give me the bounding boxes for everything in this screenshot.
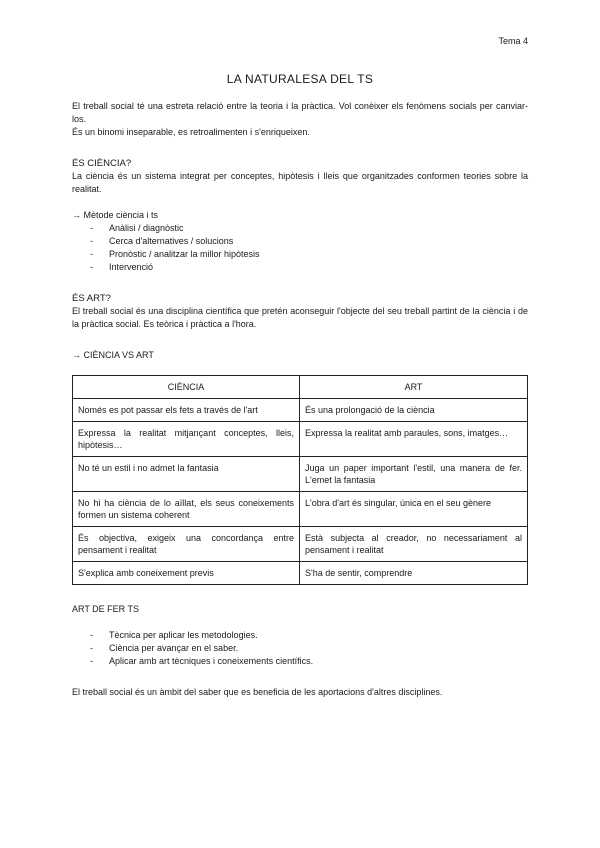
- section-heading-art-de-fer: ART DE FER TS: [72, 604, 140, 614]
- method-title: → Mètode ciència i ts: [72, 210, 159, 220]
- table-row: [73, 562, 528, 585]
- page-title: LA NATURALESA DEL TS: [226, 72, 374, 86]
- table-cell: No hi ha ciència de lo aïllat, els seus coneixements formen un sistema coherent: [73, 492, 300, 527]
- table-cell: Només es pot passar els fets a través de l'art: [73, 399, 300, 422]
- table-cell: Està subjecta al creador, no necessariament al pensament i realitat: [300, 527, 528, 562]
- section-heading-art: ÉS ART?: [72, 293, 111, 304]
- table-row: [73, 399, 528, 422]
- method-list: [72, 222, 528, 274]
- document-body: [72, 100, 528, 699]
- table-cell: És objectiva, exigeix una concordança entre pensament i realitat: [73, 527, 300, 562]
- column-header-ciencia: CIÈNCIA: [73, 376, 300, 399]
- list-item: - Tècnica per aplicar les metodologies.: [90, 629, 528, 642]
- art-de-fer-list: [72, 629, 528, 668]
- table-header-row: [73, 376, 528, 399]
- list-item: - Pronòstic / analitzar la millor hipòtesis: [90, 248, 528, 261]
- table-cell: S'explica amb coneixement previs: [73, 562, 300, 585]
- ciencia-paragraph: La ciència és un sistema integrat per conceptes, hipòtesis i lleis que organitzades conformen teories sobre la realitat.: [72, 171, 528, 194]
- table-row: [73, 422, 528, 457]
- list-item: - Aplicar amb art tècniques i coneixements científics.: [90, 655, 528, 668]
- table-cell: No té un estil i no admet la fantasia: [73, 457, 300, 492]
- list-item: - Anàlisi / diagnòstic: [90, 222, 528, 235]
- art-paragraph: El treball social és una disciplina científica que pretén aconseguir l'objecte del seu treball partint de la ciència i de la pràctica social. Es teòrica i pràctica a l'hora.: [72, 306, 528, 329]
- table-row: [73, 457, 528, 492]
- table-cell: L'obra d'art és singular, única en el seu gènere: [300, 492, 528, 527]
- table-cell: Expressa la realitat mitjançant conceptes, lleis, hipòtesis…: [73, 422, 300, 457]
- list-item: - Cerca d'alternatives / solucions: [90, 235, 528, 248]
- table-row: [73, 527, 528, 562]
- intro-paragraph-1: El treball social té una estreta relació entre la teoria i la pràctica. Vol conèixer els fenòmens socials per canviar-los.: [72, 101, 528, 124]
- comparison-table: [72, 375, 528, 585]
- list-item: - Ciència per avançar en el saber.: [90, 642, 528, 655]
- table-cell: Expressa la realitat amb paraules, sons, imatges…: [300, 422, 528, 457]
- column-header-art: ART: [300, 376, 528, 399]
- intro-paragraph-2: És un binomi inseparable, es retroalimenten i s'enriqueixen.: [72, 127, 310, 137]
- conclusion-paragraph: El treball social és un àmbit del saber que es beneficia de les aportacions d'altres disciplines.: [72, 687, 443, 697]
- comparison-title: → CIÈNCIA VS ART: [72, 350, 154, 360]
- table-cell: Juga un paper important l'estil, una manera de fer. L'emet la fantasia: [300, 457, 528, 492]
- table-cell: S'ha de sentir, comprendre: [300, 562, 528, 585]
- section-heading-ciencia: ÉS CIÈNCIA?: [72, 158, 132, 169]
- table-row: [73, 492, 528, 527]
- table-cell: És una prolongació de la ciència: [300, 399, 528, 422]
- list-item: - Intervenció: [90, 261, 528, 274]
- topic-label: Tema 4: [498, 36, 528, 46]
